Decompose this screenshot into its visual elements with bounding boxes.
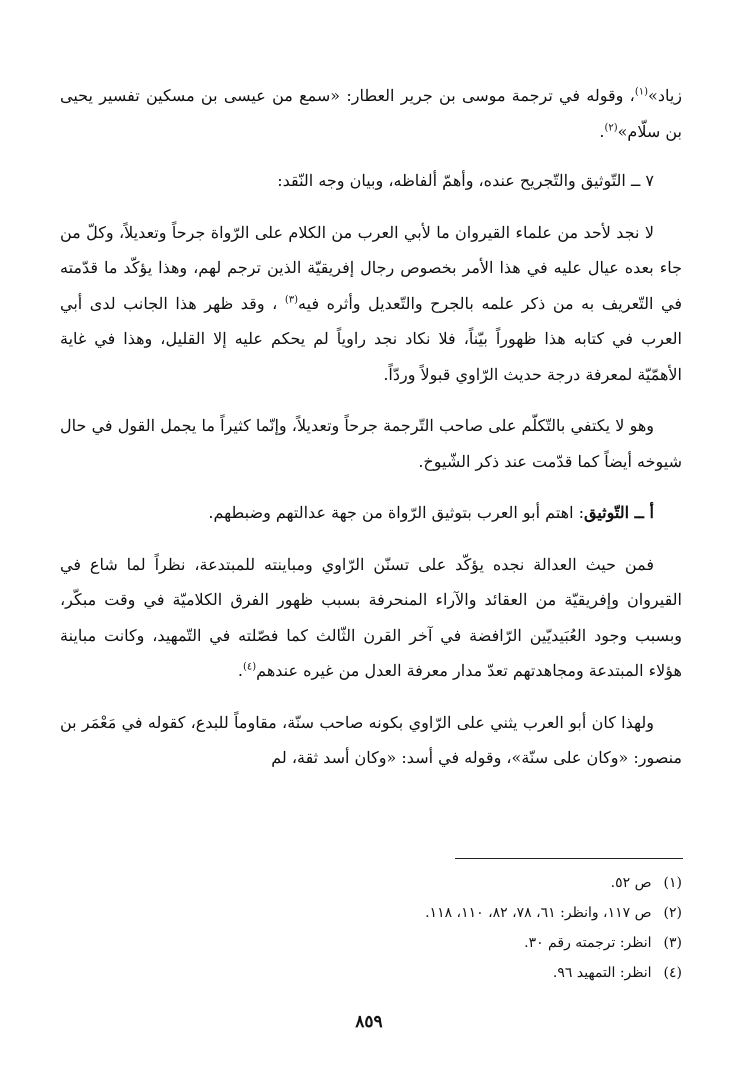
footnote-item — [262, 868, 682, 898]
section-heading-7: ٧ ــ التّوثيق والتّجريح عنده، وأهمّ ألفاظه، وبيان وجه النّقد: — [277, 171, 654, 190]
footnote-ref-1[interactable]: (١) — [634, 86, 649, 98]
main-text — [60, 78, 682, 776]
footnote-text: انظر: ترجمته رقم ٣٠. — [524, 935, 652, 951]
subsection-alef — [60, 495, 682, 531]
paragraph-2-text-b: ، وقد ظهر هذا الجانب لدى أبي العرب في كتابه هذا ظهوراً بيّناً، فلا نكاد نجد راوياً لم يحكم عليه إلا القليل، وهذا في غاية الأهمّيّة لمعرفة درجة حديث الرّاوي قبولاً وردّاً. — [60, 293, 682, 384]
footnote-item — [262, 958, 682, 988]
footnote-text: ص ٥٢. — [610, 875, 652, 891]
footnote-number: (٤) — [663, 965, 682, 981]
footnote-ref-3[interactable]: (٣) — [284, 294, 299, 306]
subsection-alef-text: : اهتم أبو العرب بتوثيق الرّواة من جهة عدالتهم وضبطهم. — [208, 503, 584, 522]
paragraph-1-text-b: ، وقوله في ترجمة موسى بن جرير العطار: «سمع من عيسى بن مسكين تفسير يحيى بن سلّام» — [60, 86, 682, 141]
footnote-item — [262, 898, 682, 928]
footnote-ref-2[interactable]: (٢) — [604, 122, 618, 134]
footnote-number: (١) — [663, 875, 682, 891]
paragraph-1 — [60, 78, 682, 149]
paragraph-4-text-b: . — [237, 661, 243, 680]
footnote-number: (٢) — [663, 905, 682, 921]
footnotes — [262, 868, 682, 988]
footnote-ref-4[interactable]: (٤) — [242, 661, 257, 673]
footnote-text: انظر: التمهيد ٩٦. — [552, 965, 652, 981]
paragraph-2 — [60, 215, 682, 393]
paragraph-4-text-a: فمن حيث العدالة نجده يؤكّد على تسنّن الرّاوي ومباينته للمبتدعة، نظراً لما شاع في القيروان وإفريقيّة من العقائد والآراء المنحرفة بسبب ظهور الفرق الكلاميّة في وقت مبكّر، وبسبب وجود العُبَيديّين الرّافضة في آخر القرن الثّالث كما فصّلته في التّمهيد، وكانت مباينة هؤلاء المبتدعة ومجاهدتهم تعدّ مدار معرفة العدل من غيره عندهم — [60, 554, 682, 680]
footnote-text: ص ١١٧، وانظر: ٦١، ٧٨، ٨٢، ١١٠، ١١٨. — [425, 905, 652, 921]
paragraph-3: وهو لا يكتفي بالتّكلّم على صاحب التّرجمة جرحاً وتعديلاً، وإنّما كثيراً ما يجمل القول في حال شيوخه أيضاً كما قدّمت عند ذكر الشّيوخ. — [60, 416, 682, 471]
page-number: ٨٥٩ — [355, 1012, 383, 1032]
footnote-divider — [455, 858, 683, 859]
paragraph-1-text-a: زياد» — [648, 86, 682, 105]
footnote-number: (٣) — [663, 935, 682, 951]
paragraph-4 — [60, 547, 682, 689]
paragraph-1-text-c: . — [599, 121, 605, 141]
footnote-item — [262, 928, 682, 958]
paragraph-5: ولهذا كان أبو العرب يثني على الرّاوي بكونه صاحب سنّة، مقاوماً للبدع، كقوله في مَعْمَر بن منصور: «وكان على سنّة»، وقوله في أسد: «وكان أسد ثقة، لم — [60, 712, 682, 767]
subsection-alef-label: أ ــ التّوثيق — [584, 503, 654, 522]
paragraph-2-text-a: لا نجد لأحد من علماء القيروان ما لأبي العرب من الكلام على الرّواة جرحاً وتعديلاً، وكلّ من جاء بعده عيال عليه في هذا الأمر بخصوص رجال إفريقيّة الذين ترجم لهم، وهذا يؤكّد ما قدّمته في التّعريف به من ذكر علمه بالجرح والتّعديل وأثره فيه — [60, 222, 682, 313]
